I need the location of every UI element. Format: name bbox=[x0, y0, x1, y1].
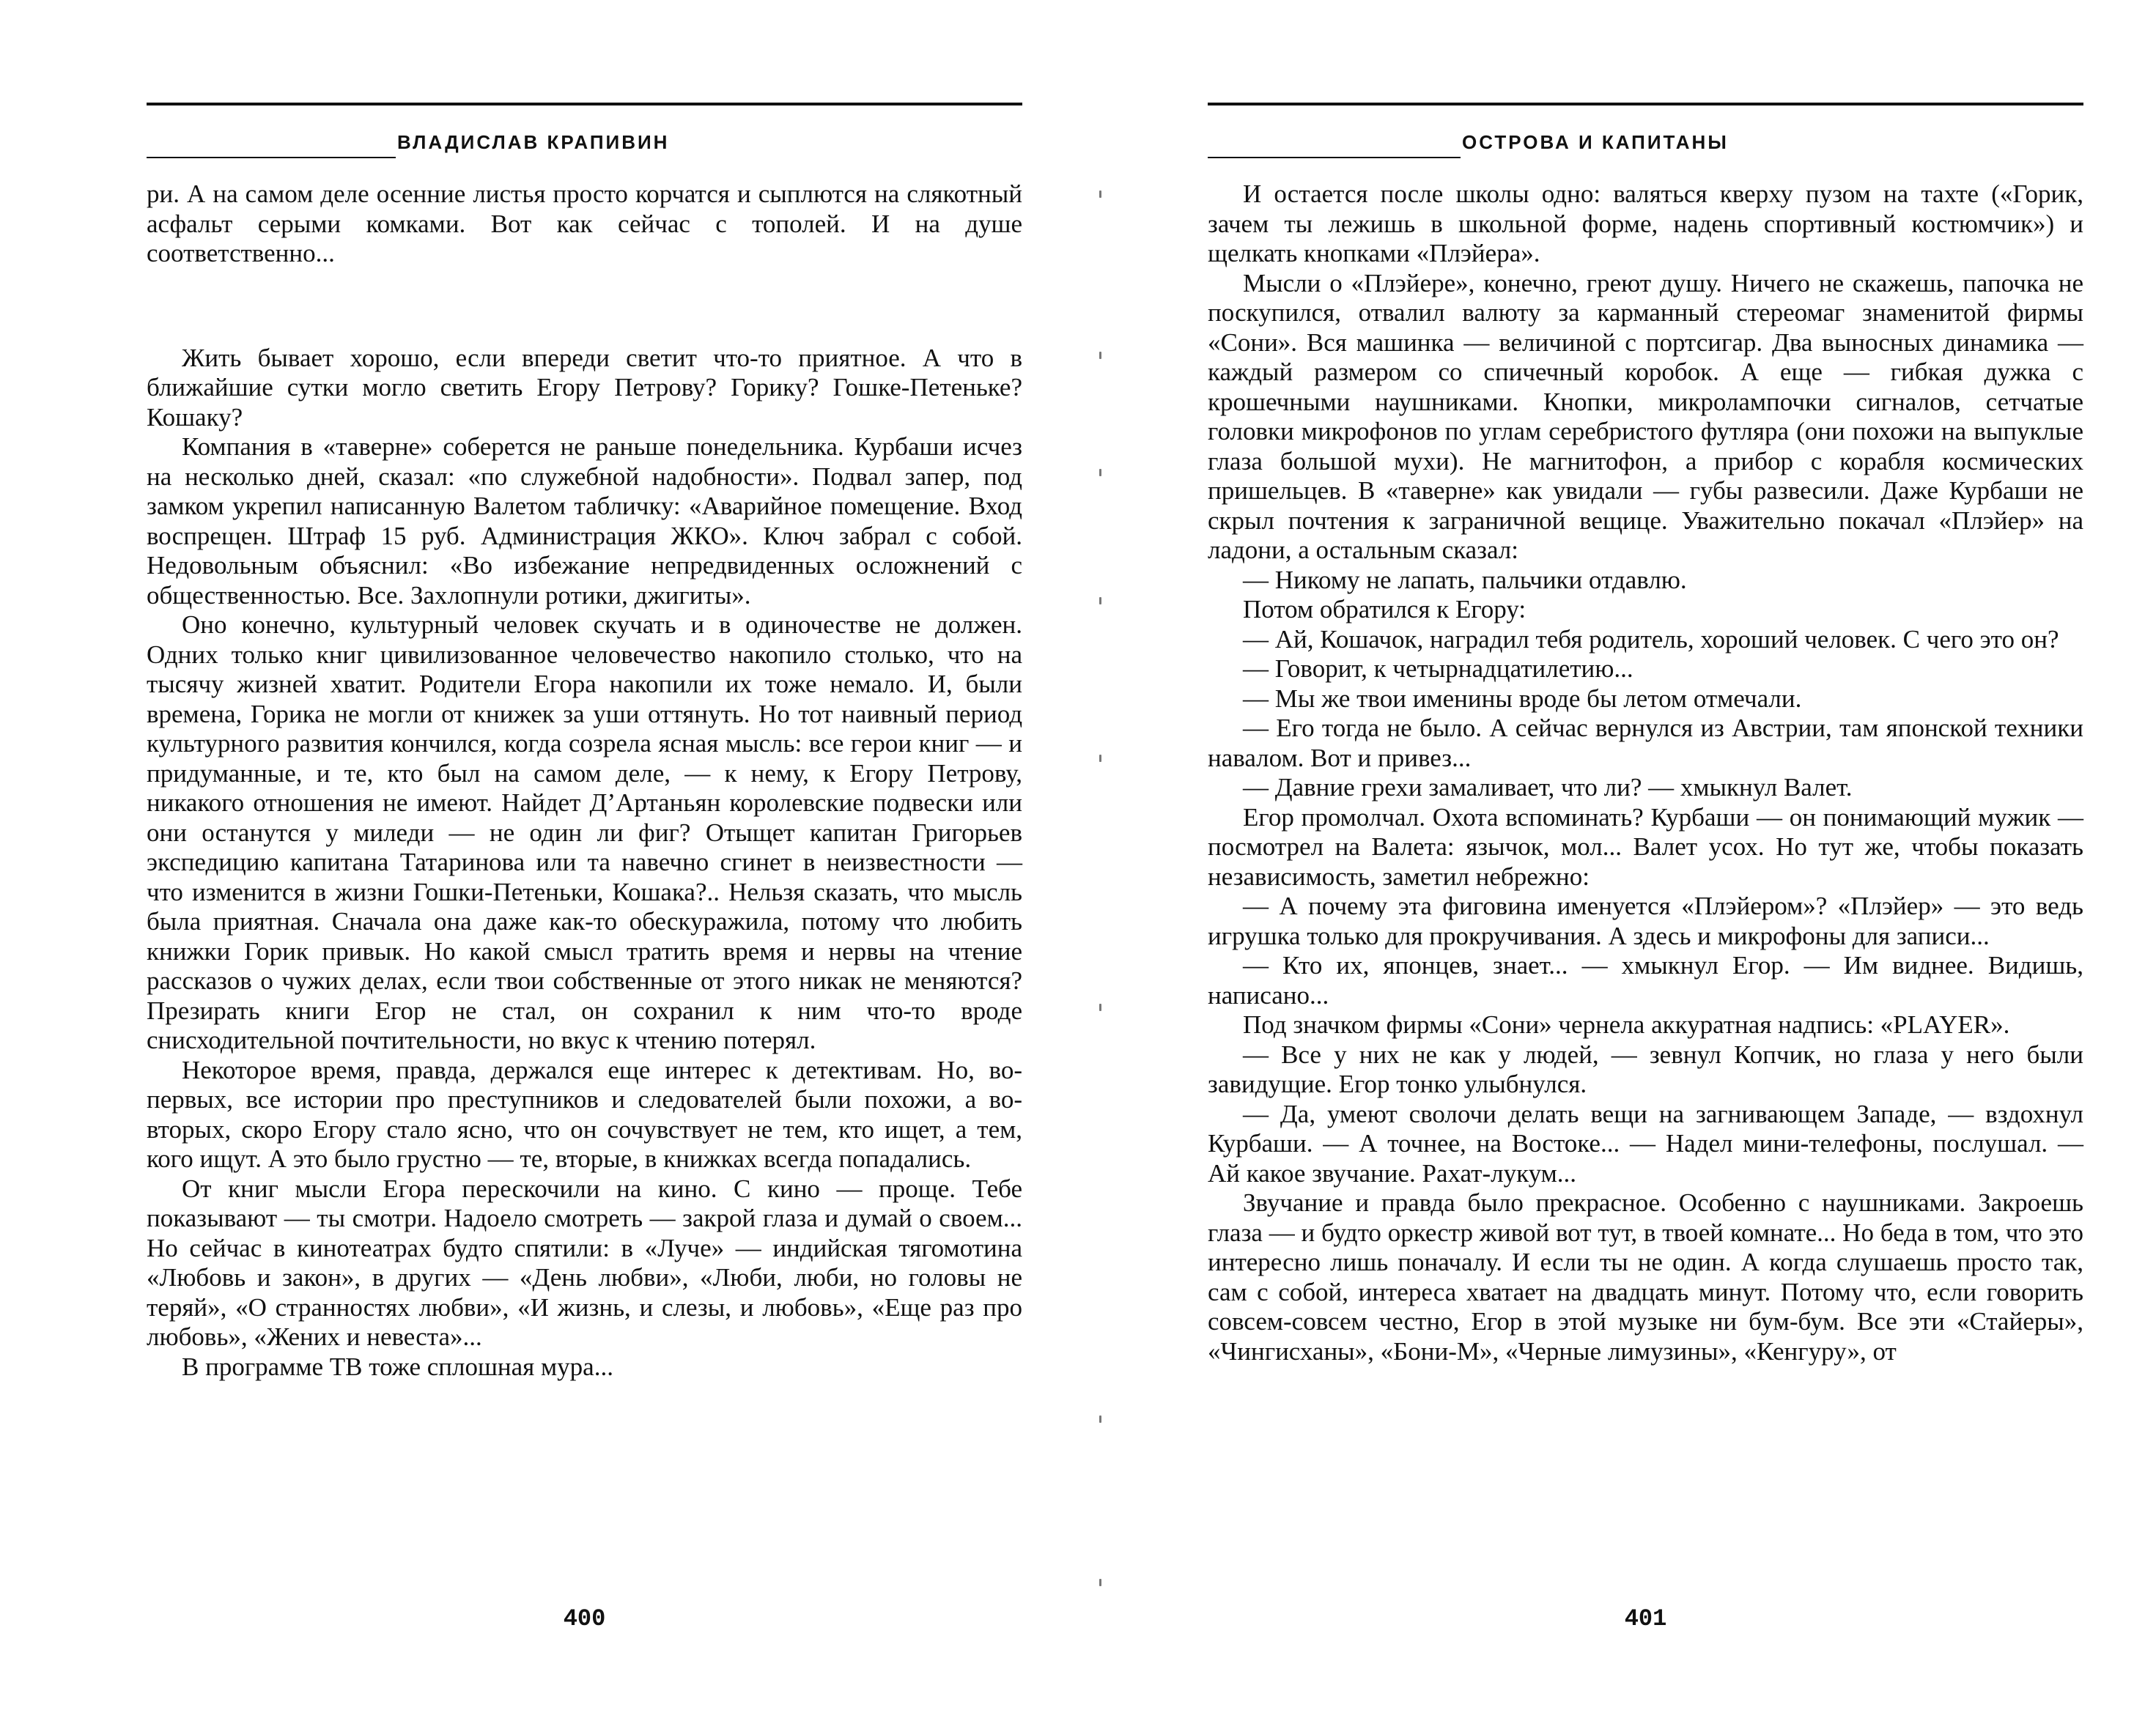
paragraph: Потом обратился к Егору: bbox=[1243, 595, 1526, 623]
scan-mark bbox=[1099, 597, 1101, 604]
header-underline bbox=[1208, 157, 1461, 158]
paragraph: — А почему эта фиговина именуется «Плэйером»? «Плэйер» — это ведь игрушка только для прокручивания. А здесь и микрофоны для записи... bbox=[1208, 892, 2083, 950]
gutter-marks bbox=[1092, 176, 1114, 1626]
paragraph: — Никому не лапать, пальчики отдавлю. bbox=[1243, 565, 1687, 594]
paragraph: Мысли о «Плэйере», конечно, греют душу. Ничего не скажешь, папочка не поскупился, отвалил валюту за карманный стереомаг знаменитой фирмы «Сони». Вся машинка — величиной с портсигар. Два выносных динамика — каждый размером со спичечный коробок. А еще — гибкая дужка с крошечными наушниками. Кнопки, микролампочки сигналов, сетчатые головки микрофонов по углам серебристого футляра (они похожи на выпуклые глаза большой мухи). Не магнитофон, а прибор с корабля космических пришельцев. В «таверне» как увидали — губы развесили. Даже Курбаши не скрыл почтения к заграничной вещице. Уважительно покачал «Плэйер» на ладони, а остальным сказал: bbox=[1208, 268, 2083, 564]
running-header bbox=[1208, 127, 2083, 157]
paragraph: Под значком фирмы «Сони» чернела аккуратная надпись: «PLAYER». bbox=[1243, 1010, 2010, 1039]
paragraph: — Кто их, японцев, знает... — хмыкнул Егор. — Им виднее. Видишь, написано... bbox=[1208, 951, 2083, 1010]
paragraph: В программе ТВ тоже сплошная мура... bbox=[182, 1352, 613, 1381]
scan-mark bbox=[1099, 1579, 1101, 1586]
book-title-header: ОСТРОВА И КАПИТАНЫ bbox=[1462, 131, 1729, 153]
scan-mark bbox=[1099, 352, 1101, 359]
scan-mark bbox=[1099, 755, 1101, 762]
paragraph: Егор промолчал. Охота вспоминать? Курбаши — он понимающий мужик — посмотрел на Валета: язычок, мол... Валет усох. Но тут же, чтобы показать независимость, заметил небрежно: bbox=[1208, 802, 2083, 891]
scan-mark bbox=[1099, 190, 1101, 198]
paragraph: — Ай, Кошачок, наградил тебя родитель, хороший человек. С чего это он? bbox=[1243, 624, 2059, 654]
scan-mark bbox=[1099, 1415, 1101, 1423]
paragraph: Компания в «таверне» соберется не раньше понедельника. Курбаши исчез на несколько дней, сказал: «по служебной надобности». Подвал запер, под замком укрепил написанную Валетом табличку: «Аварийное помещение. Вход воспрещен. Штраф 15 руб. Администрация ЖКО». Ключ забрал с собой. Недовольным объяснил: «Во избежание непредвиденных осложнений с общественностью. Все. Захлопнули ротики, джигиты». bbox=[147, 432, 1022, 610]
paragraph: Некоторое время, правда, держался еще интерес к детективам. Но, во-первых, все истории про преступников и следователей были похожи, а во-вторых, скоро Егору стало ясно, что он сочувствует не тем, кто ищет, а тем, кого ищут. А это было грустно — те, вторые, в книжках всегда попадались. bbox=[147, 1055, 1022, 1173]
header-underline bbox=[147, 157, 396, 158]
page-number: 400 bbox=[563, 1605, 606, 1632]
page-body bbox=[147, 179, 1022, 1382]
paragraph: От книг мысли Егора перескочили на кино. С кино — проще. Тебе показывают — ты смотри. Надоело смотреть — закрой глаза и думай о своем... Но сейчас в кинотеатрах будто спятили: в «Луче» — индийская тягомотина «Любовь и закон», в других — «День любви», «Люби, люби, но головы не теряй», «О странностях любви», «И жизнь, и слезы, и любовь», «Еще раз про любовь», «Жених и невеста»... bbox=[147, 1174, 1022, 1351]
scan-mark bbox=[1099, 1004, 1101, 1011]
paragraph: — Мы же твои именины вроде бы летом отмечали. bbox=[1243, 684, 1802, 713]
paragraph: — Все у них не как у людей, — зевнул Копчик, но глаза у него были завидущие. Егор тонко улыбнулся. bbox=[1208, 1040, 2083, 1098]
paragraph: Оно конечно, культурный человек скучать и в одиночестве не должен. Одних только книг цивилизованное человечество накопило столько, что на тысячу жизней хватит. Родители Егора накопили их тоже немало. И, были времена, Горика не могли от книжек за уши оттянуть. Но тот наивный период культурного развития кончился, когда созрела ясная мысль: все герои книг — и придуманные, и те, кто был на самом деле, — к нему, к Егору Петрову, никакого отношения не имеют. Найдет Д’Артаньян королевские подвески или они останутся у миледи — не один ли фиг? Отыщет капитан Григорьев экспедицию капитана Татаринова или та навечно сгинет в неизвестности — что изменится в жизни Гошки-Петеньки, Кошака?.. Нельзя сказать, что мысль была приятная. Сначала она даже как-то обескуражила, потому что любить книжки Горик привык. Но какой смысл тратить время и нервы на чтение рассказов о чужих делах, если твои собственные от этого никак не меняются? Презирать книги Егор не стал, он сохранил к ним что-то вроде снисходительной почтительности, но вкус к чтению потерял. bbox=[147, 610, 1022, 1054]
paragraph: — Говорит, к четырнадцатилетию... bbox=[1243, 654, 1633, 683]
scan-mark bbox=[1099, 469, 1101, 476]
running-header bbox=[147, 127, 1022, 157]
top-rule bbox=[147, 103, 1022, 106]
paragraph: — Его тогда не было. А сейчас вернулся из Австрии, там японской техники навалом. Вот и привез... bbox=[1208, 714, 2083, 772]
top-rule bbox=[1208, 103, 2083, 106]
author-header: ВЛАДИСЛАВ КРАПИВИН bbox=[397, 131, 670, 153]
paragraph: Жить бывает хорошо, если впереди светит что-то приятное. А что в ближайшие сутки могло светить Егору Петрову? Горику? Гошке-Петеньке? Кошаку? bbox=[147, 343, 1022, 432]
right-page bbox=[1208, 103, 2083, 1670]
page-number: 401 bbox=[1624, 1605, 1667, 1632]
left-page bbox=[147, 103, 1022, 1670]
paragraph: И остается после школы одно: валяться кверху пузом на тахте («Горик, зачем ты лежишь в школьной форме, надень спортивный костюмчик») и щелкать кнопками «Плэйера». bbox=[1208, 179, 2083, 267]
page-body bbox=[1208, 179, 2083, 1366]
paragraph: — Давние грехи замаливает, что ли? — хмыкнул Валет. bbox=[1243, 773, 1853, 802]
paragraph: ри. А на самом деле осенние листья просто корчатся и сыплются на слякотный асфальт серыми комками. Вот как сейчас с тополей. И на душе соответственно... bbox=[147, 179, 1022, 267]
paragraph: — Да, умеют сволочи делать вещи на загнивающем Западе, — вздохнул Курбаши. — А точнее, на Востоке... — Надел мини-телефоны, послушал. — Ай какое звучание. Рахат-лукум... bbox=[1208, 1099, 2083, 1188]
paragraph: Звучание и правда было прекрасное. Особенно с наушниками. Закроешь глаза — и будто оркестр живой вот тут, в твоей комнате... Но беда в том, что это интересно лишь поначалу. И если ты не один. А когда слушаешь просто так, сам с собой, интереса хватает на двадцать минут. Потому что, если говорить совсем-совсем честно, Егор в этой музыке ни бум-бум. Все эти «Стайеры», «Чингисханы», «Бони-М», «Черные лимузины», «Кенгуру», от bbox=[1208, 1188, 2083, 1366]
